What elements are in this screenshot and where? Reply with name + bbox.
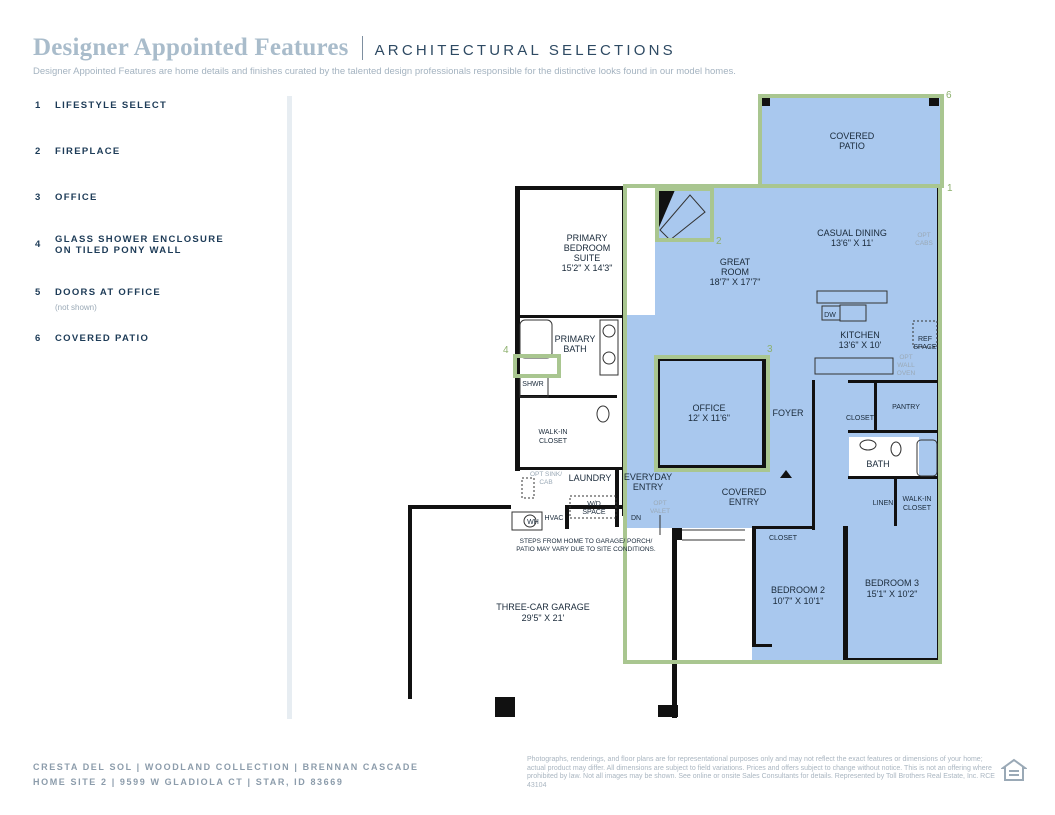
- room-label: CASUAL DINING: [817, 228, 887, 238]
- feature-label: DOORS AT OFFICE: [55, 287, 162, 298]
- room-label: COVERED: [721, 487, 767, 497]
- steps-note: [516, 538, 656, 553]
- room-label: BATH: [563, 344, 587, 354]
- room-label: FOYER: [772, 408, 804, 418]
- room-label: BEDROOM: [563, 243, 611, 253]
- room-label: CLOSET: [845, 415, 875, 422]
- post: [658, 705, 678, 717]
- marker-6: 6: [946, 90, 952, 101]
- wall: [752, 528, 756, 646]
- footer-line-2: HOME SITE 2 | 9599 W GLADIOLA CT | STAR, ID 83669: [33, 777, 344, 787]
- toilet-icon: [597, 406, 609, 422]
- room-label: GREAT: [719, 257, 751, 267]
- wh-label: WH: [527, 519, 539, 526]
- wall: [517, 315, 622, 318]
- room-label: PRIMARY: [554, 334, 596, 344]
- feature-number: 5: [35, 287, 42, 298]
- room-label: 29'5" X 21': [521, 613, 565, 623]
- hvac-label: HVAC: [544, 515, 564, 522]
- highlight-shower: [515, 356, 559, 376]
- room-label: BATH: [866, 459, 890, 469]
- room-label: 15'2" X 14'3": [561, 263, 613, 273]
- marker-2: 2: [716, 236, 722, 247]
- room-label: BEDROOM 2: [770, 585, 826, 595]
- room-label: CLOSET: [768, 535, 798, 542]
- room-label: PRIMARY: [566, 233, 608, 243]
- page-title: Designer Appointed Features: [33, 34, 349, 61]
- wall: [812, 380, 815, 530]
- great-room-fill: [655, 187, 938, 357]
- room-label: CLOSET: [902, 505, 932, 512]
- post: [495, 697, 515, 717]
- marker-1: 1: [947, 183, 953, 194]
- feature-number: 1: [35, 100, 42, 111]
- note-line: STEPS FROM HOME TO GARAGE/ PORCH/: [519, 538, 653, 545]
- room-label: EVERYDAY: [623, 472, 673, 482]
- opt-label: OVEN: [896, 370, 916, 377]
- tub-fixture: [520, 320, 552, 358]
- feature-number: 3: [35, 192, 42, 203]
- opt-label: WALL: [897, 362, 915, 369]
- opt-label: OPT SINK/: [529, 471, 563, 478]
- room-label: 12' X 11'6": [688, 413, 730, 423]
- room-label: PATIO: [839, 141, 865, 151]
- room-fills: [624, 96, 941, 661]
- feature-label: OFFICE: [55, 192, 98, 203]
- wall: [565, 505, 569, 529]
- room-label: BEDROOM 3: [864, 578, 920, 588]
- opt-sink: [522, 478, 534, 498]
- wall: [408, 505, 412, 699]
- feature-label: GLASS SHOWER ENCLOSURE ON TILED PONY WALL: [55, 234, 224, 256]
- wall: [848, 380, 938, 383]
- opt-label: OPT: [653, 500, 667, 507]
- marker-4: 4: [503, 345, 509, 356]
- feature-number: 6: [35, 333, 42, 344]
- vanity: [600, 320, 618, 375]
- room-label: 15'1" X 10'2": [866, 589, 918, 599]
- wall: [515, 186, 520, 471]
- opt-label: VALET: [649, 508, 671, 515]
- dn-label: DN: [630, 515, 642, 522]
- ref-label: SPACE: [913, 344, 937, 351]
- opt-label: OPT: [899, 354, 913, 361]
- ref-label: REF: [918, 336, 932, 343]
- light-areas: [849, 437, 919, 477]
- room-label: LINEN: [872, 500, 894, 507]
- room-label: 13'6" X 11': [831, 238, 873, 248]
- opt-label: OPT: [917, 232, 931, 239]
- bath-interior: [849, 437, 919, 477]
- room-label: COVERED: [829, 131, 875, 141]
- wd-label: W/D: [587, 501, 601, 508]
- room-label: ROOM: [721, 267, 749, 277]
- wall: [408, 505, 511, 509]
- dw-label: DW: [824, 312, 836, 319]
- opt-label: CAB: [539, 479, 553, 486]
- feature-number: 2: [35, 146, 42, 157]
- room-label: WALK-IN: [538, 429, 568, 436]
- room-label: ENTRY: [728, 497, 760, 507]
- wall: [517, 467, 622, 470]
- opt-label: CABS: [915, 240, 933, 247]
- wall: [515, 186, 625, 190]
- equal-housing-opportunity-icon: [1001, 758, 1027, 784]
- shwr-label: SHWR: [522, 381, 544, 388]
- room-label: 10'7" X 10'1": [772, 596, 824, 606]
- feature-label: COVERED PATIO: [55, 333, 150, 344]
- room-label: ENTRY: [632, 482, 664, 492]
- section-title: ARCHITECTURAL SELECTIONS: [374, 42, 676, 59]
- everyday-entry-fill: [624, 315, 656, 528]
- feature-label: FIREPLACE: [55, 146, 121, 157]
- feature-note: (not shown): [55, 303, 97, 312]
- note-line: PATIO MAY VARY DUE TO SITE CONDITIONS.: [516, 546, 656, 553]
- marker-3: 3: [767, 344, 773, 355]
- room-label: THREE-CAR GARAGE: [496, 602, 590, 612]
- feature-label: LIFESTYLE SELECT: [55, 100, 168, 111]
- post: [674, 528, 682, 540]
- room-label: KITCHEN: [840, 330, 880, 340]
- wall: [672, 528, 677, 718]
- wall: [894, 476, 897, 526]
- sink-icon: [603, 325, 615, 337]
- room-label: OFFICE: [692, 403, 726, 413]
- room-label: LAUNDRY: [568, 473, 612, 483]
- footer-disclaimer: Photographs, renderings, and floor plans are for representational purposes only and may not reflect the exact features or dimensions of your home; actual product may differ. All dimensions are subject to field variations. Prices and offers subject to change without notice. This is not an offering where prohibited by law. Not all images may be shown. See online or onsite Sales Consultants for details. Represented by Toll Brothers Real Estate, Inc. RCE 43104: [527, 756, 995, 789]
- sink-icon: [603, 352, 615, 364]
- wall: [848, 430, 938, 433]
- footer-community: [33, 760, 419, 790]
- room-label: PANTRY: [892, 404, 920, 411]
- wall: [843, 526, 848, 662]
- feature-number: 4: [35, 239, 42, 250]
- room-label: CLOSET: [538, 438, 568, 445]
- wall: [752, 644, 772, 647]
- room-label: 18'7" X 17'7": [709, 277, 761, 287]
- room-label: WALK-IN: [902, 496, 932, 503]
- room-label: 13'6" X 10': [838, 340, 882, 350]
- wall: [752, 526, 812, 529]
- footer-line-1: CRESTA DEL SOL | WOODLAND COLLECTION | BRENNAN CASCADE: [33, 762, 419, 772]
- room-label: SUITE: [573, 253, 601, 263]
- page-description: Designer Appointed Features are home details and finishes curated by the talented design professionals responsible for the distinctive looks found in our model homes.: [33, 66, 736, 77]
- wd-label: SPACE: [582, 509, 606, 516]
- office-wall: [762, 357, 766, 469]
- wall: [874, 380, 877, 430]
